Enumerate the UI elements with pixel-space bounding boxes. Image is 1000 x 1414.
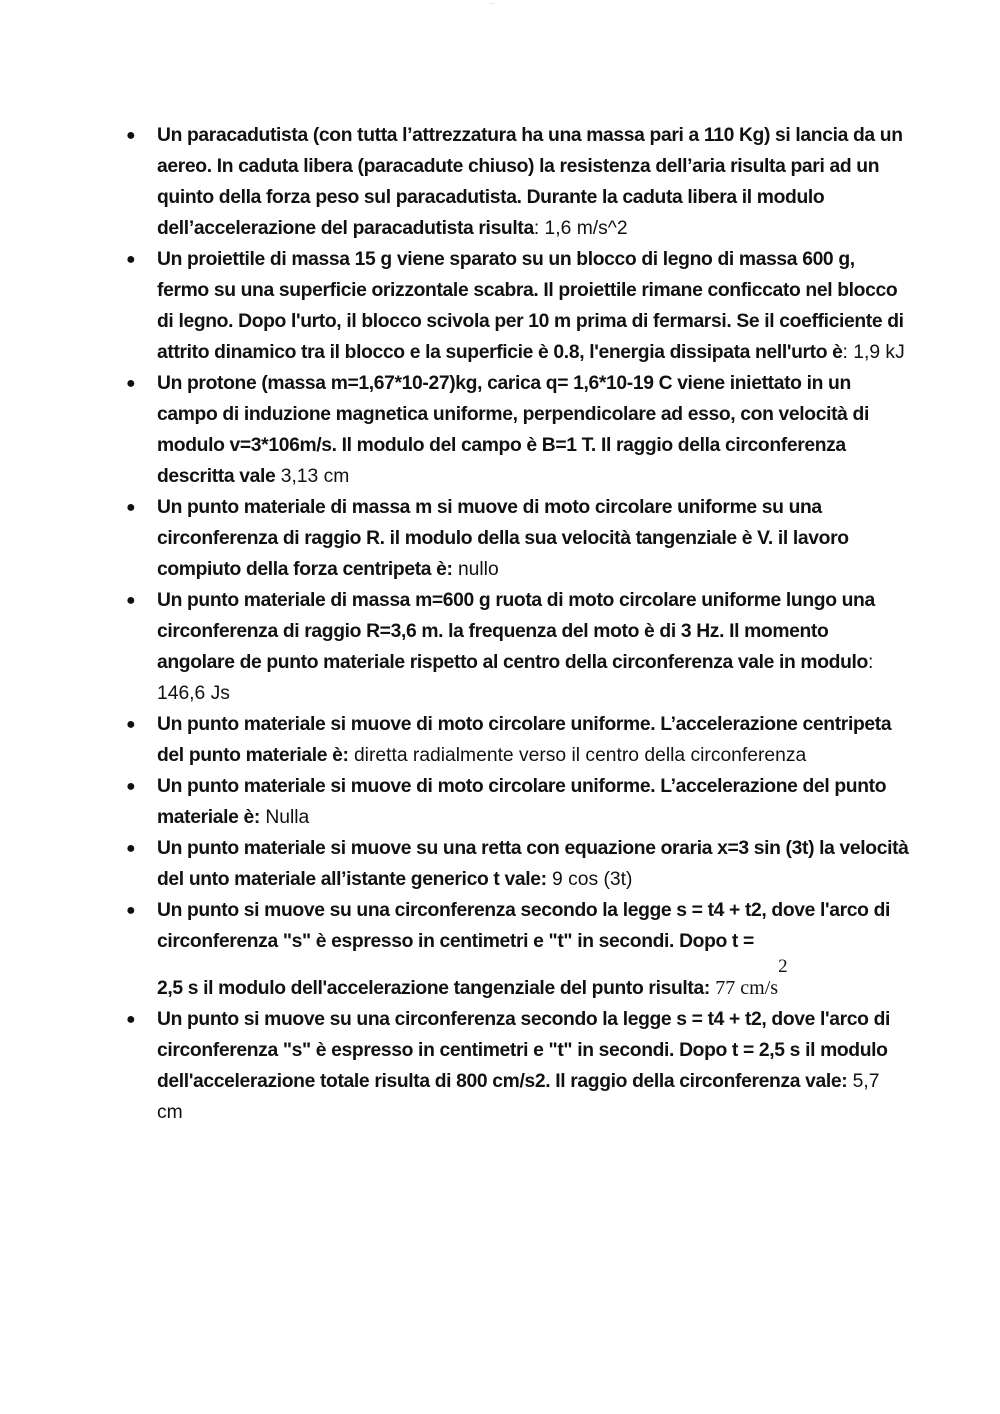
question-text-continued: 2,5 s il modulo dell'accelerazione tangenziale del punto risulta: [157, 978, 710, 999]
question-text: Un punto materiale si muove di moto circolare uniforme. L’accelerazione centripeta del punto materiale è: [157, 714, 892, 766]
answer-text: 1,6 m/s^2 [544, 218, 628, 239]
bullet-icon: ● [126, 375, 136, 392]
bullet-icon: ● [126, 778, 136, 795]
answer-text: 77 cm/s [715, 977, 779, 999]
list-item [120, 585, 910, 709]
answer-text: nullo [457, 559, 499, 580]
list-item [120, 492, 910, 585]
answer-separator: : [867, 652, 874, 673]
answer-text: 1,9 kJ [853, 342, 905, 363]
answer-separator: : [533, 218, 545, 239]
list-item [120, 1004, 910, 1128]
question-text: Un proiettile di massa 15 g viene sparato su un blocco di legno di massa 600 g, fermo su una superficie orizzontale scabra. Il proiettile rimane conficcato nel blocco di legno. Dopo l'urto, il blocco scivola per 10 m prima di fermarsi. Se il coefficiente di attrito dinamico tra il blocco e la superficie è 0.8, l'energia dissipata nell'urto è [157, 249, 904, 363]
line-gap [157, 957, 910, 973]
list-item [120, 833, 910, 895]
list-item [120, 895, 910, 1004]
list-item [120, 244, 910, 368]
answer-text: 3,13 cm [280, 466, 350, 487]
question-text: Un paracadutista (con tutta l’attrezzatura ha una massa pari a 110 Kg) si lancia da un aereo. In caduta libera (paracadute chiuso) la resistenza dell’aria risulta pari ad un quinto della forza peso sul paracadutista. Durante la caduta libera il modulo dell’accelerazione del paracadutista risulta [157, 125, 903, 239]
list-item [120, 709, 910, 771]
answer-superscript: 2 [778, 956, 788, 977]
answer-text: Nulla [265, 807, 310, 828]
question-list [120, 120, 910, 1128]
question-text: Un punto materiale di massa m si muove di moto circolare uniforme su una circonferenza di raggio R. il modulo della sua velocità tangenziale è V. il lavoro compiuto della forza centripeta è: [157, 497, 849, 580]
bullet-icon: ● [126, 840, 136, 857]
question-text: Un punto materiale si muove su una retta con equazione oraria x=3 sin (3t) la velocità del unto materiale all’istante generico t vale: [157, 838, 909, 890]
bullet-icon: ● [126, 902, 136, 919]
bullet-icon: ● [126, 251, 136, 268]
question-text: Un punto materiale si muove di moto circolare uniforme. L’accelerazione del punto materiale è: [157, 776, 887, 828]
question-text: Un punto si muove su una circonferenza secondo la legge s = t4 + t2, dove l'arco di circonferenza "s" è espresso in centimetri e "t" in secondi. Dopo t = [157, 900, 891, 952]
bullet-icon: ● [126, 499, 136, 516]
bullet-icon: ● [126, 592, 136, 609]
answer-text: 146,6 Js [157, 683, 230, 704]
question-text: Un punto si muove su una circonferenza secondo la legge s = t4 + t2, dove l'arco di circonferenza "s" è espresso in centimetri e "t" in secondi. Dopo t = 2,5 s il modulo dell'accelerazione totale risulta di 800 cm/s2. Il raggio della circonferenza vale: [157, 1009, 891, 1092]
answer-separator: : [842, 342, 854, 363]
bullet-icon: ● [126, 127, 136, 144]
list-item [120, 368, 910, 492]
question-text: Un punto materiale di massa m=600 g ruota di moto circolare uniforme lungo una circonferenza di raggio R=3,6 m. la frequenza del moto è di 3 Hz. Il momento angolare de punto materiale rispetto al centro della circonferenza vale in modulo [157, 590, 875, 673]
answer-text: 9 cos (3t) [552, 869, 633, 890]
bullet-icon: ● [126, 716, 136, 733]
list-item [120, 771, 910, 833]
list-item [120, 120, 910, 244]
answer-text: 5,7 cm [157, 1071, 880, 1123]
page-header-marker: ... [490, 0, 495, 6]
question-text: Un protone (massa m=1,67*10-27)kg, carica q= 1,6*10-19 C viene iniettato in un campo di induzione magnetica uniforme, perpendicolare ad esso, con velocità di modulo v=3*106m/s. Il modulo del campo è B=1 T. Il raggio della circonferenza descritta vale [157, 373, 869, 487]
answer-text: diretta radialmente verso il centro della circonferenza [353, 745, 807, 766]
bullet-icon: ● [126, 1011, 136, 1028]
